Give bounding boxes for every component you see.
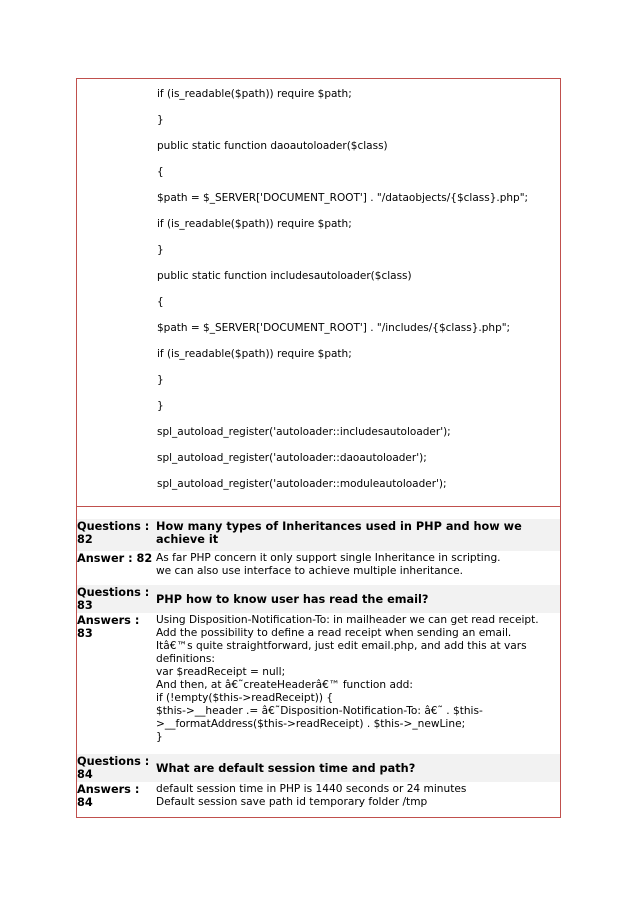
code-line: spl_autoload_register('autoloader::includesautoloader'); (157, 426, 451, 438)
question-row (77, 754, 560, 782)
code-line: } (157, 114, 164, 126)
code-line: if (is_readable($path)) require $path; (157, 218, 352, 230)
answer-line: default session time in PHP is 1440 seconds or 24 minutes (156, 783, 467, 795)
question-label: Questions : 83 (77, 586, 150, 612)
code-line: if (is_readable($path)) require $path; (157, 88, 352, 100)
code-line: spl_autoload_register('autoloader::daoautoloader'); (157, 452, 427, 464)
code-listing (157, 88, 557, 504)
code-line: } (157, 244, 164, 256)
code-line: spl_autoload_register('autoloader::moduleautoloader'); (157, 478, 447, 490)
answer-line: Using Disposition-Notification-To: in mailheader we can get read receipt. (156, 614, 539, 626)
code-line: if (is_readable($path)) require $path; (157, 348, 352, 360)
answer-label: Answer : 82 (77, 552, 153, 565)
answer-line: $this->__header .= â€˜Disposition-Notification-To: â€˜ . $this- (156, 705, 483, 717)
answer-row (77, 613, 560, 745)
answer-label: Answers : 83 (77, 614, 140, 640)
code-line: { (157, 296, 164, 308)
answer-line: definitions: (156, 653, 215, 665)
answer-row (77, 782, 560, 810)
question-text: What are default session time and path? (156, 761, 416, 775)
code-line: public static function daoautoloader($class) (157, 140, 388, 152)
answer-text (156, 551, 560, 579)
qa-block-83 (77, 585, 560, 745)
code-line: public static function includesautoloader($class) (157, 270, 412, 282)
answer-line: >__formatAddress($this->readReceipt) . $this->_newLine; (156, 718, 466, 730)
question-row (77, 585, 560, 613)
question-label: Questions : 82 (77, 520, 150, 546)
qa-block-84 (77, 754, 560, 810)
code-line: } (157, 400, 164, 412)
question-text: How many types of Inheritances used in PHP and how we achieve it (156, 520, 522, 546)
answer-line: we can also use interface to achieve multiple inheritance. (156, 565, 464, 577)
code-line: $path = $_SERVER['DOCUMENT_ROOT'] . "/includes/{$class}.php"; (157, 322, 511, 334)
answer-line: var $readReceipt = null; (156, 666, 286, 678)
divider (77, 506, 560, 507)
answer-line: if (!empty($this->readReceipt)) { (156, 692, 334, 704)
qa-block-82 (77, 506, 560, 579)
question-text: PHP how to know user has read the email? (156, 592, 429, 606)
answer-text (156, 613, 560, 745)
answer-line: Add the possibility to define a read receipt when sending an email. (156, 627, 512, 639)
question-label: Questions : 84 (77, 755, 150, 781)
answer-label: Answers : 84 (77, 783, 140, 809)
code-line: $path = $_SERVER['DOCUMENT_ROOT'] . "/dataobjects/{$class}.php"; (157, 192, 529, 204)
answer-line: Itâ€™s quite straightforward, just edit email.php, and add this at vars (156, 640, 527, 652)
answer-line: And then, at â€˜createHeaderâ€™ function add: (156, 679, 413, 691)
answer-row (77, 551, 560, 579)
answer-line: As far PHP concern it only support single Inheritance in scripting. (156, 552, 501, 564)
answer-line: } (156, 731, 163, 743)
code-line: { (157, 166, 164, 178)
code-line: } (157, 374, 164, 386)
question-row (77, 519, 560, 551)
answer-line: Default session save path id temporary folder /tmp (156, 796, 428, 808)
answer-text (156, 782, 560, 810)
